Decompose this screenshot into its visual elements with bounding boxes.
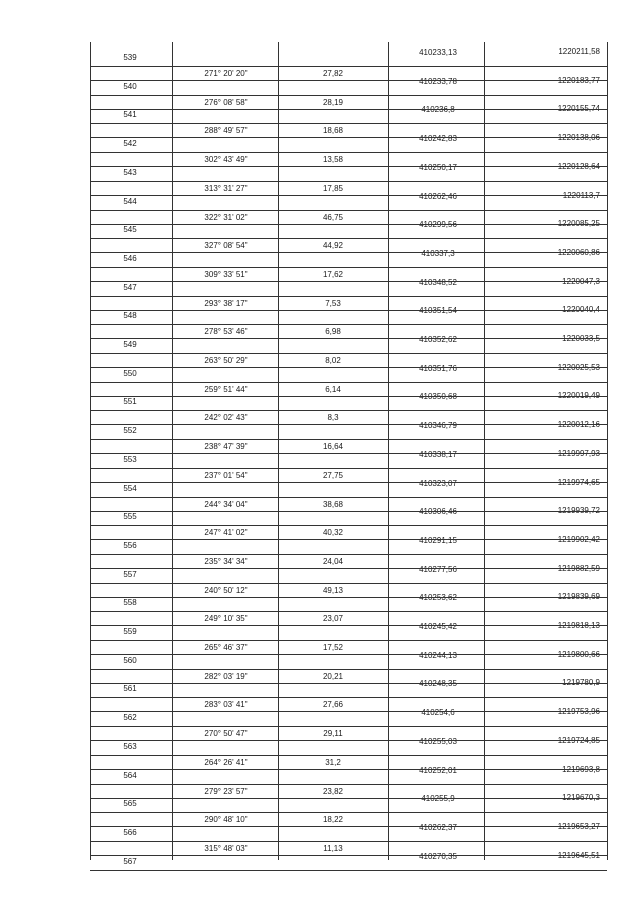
segment-length: 49,13: [322, 585, 344, 595]
coordinates-table: [90, 42, 608, 866]
x-coordinate: 410351,54: [419, 306, 457, 316]
row-rule: [90, 95, 607, 96]
x-coordinate: 410245,42: [419, 622, 457, 631]
point-number: 553: [123, 454, 137, 464]
y-coordinate: 1220211,58: [558, 47, 600, 56]
segment-length: 27,82: [322, 69, 344, 78]
segment-rule: [90, 224, 607, 225]
x-coordinate: 410242,83: [419, 134, 457, 144]
y-coordinate: 1219974,65: [557, 477, 600, 487]
x-coordinate: 410337,3: [421, 248, 455, 258]
segment-length: 11,13: [323, 843, 343, 853]
x-coordinate: 410306,46: [419, 507, 457, 517]
point-number: 564: [123, 770, 137, 780]
y-coordinate: 1219780,9: [562, 678, 600, 688]
segment-rule: [90, 109, 607, 110]
direction-angle: 279° 23' 57": [204, 786, 248, 796]
row-rule: [90, 210, 607, 211]
direction-angle: 264° 26' 41": [204, 757, 248, 767]
segment-length: 6,98: [325, 327, 341, 337]
segment-rule: [90, 511, 607, 512]
point-number: 561: [123, 684, 137, 694]
row-rule: [90, 181, 607, 182]
row-rule: [90, 640, 607, 641]
segment-rule: [90, 711, 607, 712]
y-coordinate: 1219800,66: [557, 649, 600, 659]
row-rule: [90, 66, 607, 67]
row-rule: [90, 870, 607, 871]
segment-length: 7,53: [325, 298, 341, 308]
x-coordinate: 410323,07: [419, 478, 457, 488]
direction-angle: 240° 50' 12": [204, 585, 248, 595]
x-coordinate: 410350,68: [419, 392, 457, 402]
point-number: 565: [123, 799, 137, 809]
row-rule: [90, 382, 607, 383]
direction-angle: 327° 08' 54": [204, 241, 248, 251]
direction-angle: 278° 53' 46": [204, 327, 248, 337]
row-rule: [90, 784, 607, 785]
x-coordinate: 410233,78: [419, 76, 457, 86]
point-number: 566: [123, 827, 137, 837]
y-coordinate: 1219670,3: [562, 793, 600, 803]
y-coordinate: 1219645,51: [557, 850, 600, 860]
y-coordinate: 1220060,86: [557, 247, 600, 257]
table-border-right: [607, 42, 608, 860]
y-coordinate: 1219693,8: [562, 764, 600, 774]
y-coordinate: 1219939,72: [557, 506, 600, 516]
segment-rule: [90, 137, 607, 138]
direction-angle: 288° 49' 57": [204, 126, 248, 136]
x-coordinate: 410248,35: [419, 679, 457, 689]
point-number: 548: [123, 311, 137, 321]
point-number: 554: [123, 483, 137, 493]
direction-angle: 309° 33' 51": [204, 269, 248, 279]
segment-length: 28,19: [322, 97, 344, 107]
point-number: 560: [123, 655, 137, 665]
direction-angle: 282° 03' 19": [204, 671, 248, 681]
y-coordinate: 1220047,3: [562, 276, 600, 286]
row-rule: [90, 439, 607, 440]
segment-length: 17,52: [322, 643, 344, 652]
y-coordinate: 1219839,69: [557, 592, 600, 602]
segment-rule: [90, 683, 607, 684]
segment-rule: [90, 424, 607, 425]
row-rule: [90, 812, 607, 813]
direction-angle: 242° 02' 43": [204, 413, 248, 423]
x-coordinate: 410291,15: [419, 535, 457, 545]
x-coordinate: 410236,8: [421, 105, 455, 115]
row-rule: [90, 324, 607, 325]
y-coordinate: 1220025,53: [557, 362, 600, 372]
direction-angle: 302° 43' 49": [204, 155, 248, 165]
segment-rule: [90, 482, 607, 483]
y-coordinate: 1219997,93: [557, 448, 600, 458]
segment-length: 27,75: [322, 470, 344, 480]
segment-rule: [90, 798, 607, 799]
segment-rule: [90, 597, 607, 598]
segment-rule: [90, 826, 607, 827]
y-coordinate: 1219902,42: [557, 534, 600, 544]
x-coordinate: 410299,56: [419, 220, 457, 230]
segment-length: 46,75: [322, 212, 344, 222]
segment-rule: [90, 539, 607, 540]
y-coordinate: 1220138,06: [557, 133, 600, 143]
row-rule: [90, 238, 607, 239]
segment-length: 17,62: [322, 269, 344, 279]
segment-length: 23,82: [322, 786, 344, 796]
row-rule: [90, 554, 607, 555]
y-coordinate: 1219653,27: [557, 821, 600, 831]
segment-length: 8,3: [327, 413, 339, 423]
direction-angle: 237° 01' 54": [204, 470, 248, 480]
point-number: 563: [123, 741, 137, 751]
direction-angle: 244° 34' 04": [204, 499, 248, 509]
segment-length: 6,14: [325, 384, 341, 394]
segment-rule: [90, 338, 607, 339]
segment-rule: [90, 396, 607, 397]
y-coordinate: 1220183,77: [557, 75, 600, 85]
y-coordinate: 1219753,96: [557, 707, 600, 717]
x-coordinate: 410255,9: [421, 794, 455, 804]
x-coordinate: 410352,62: [419, 335, 457, 344]
segment-length: 27,66: [322, 700, 344, 710]
row-rule: [90, 611, 607, 612]
x-coordinate: 410262,37: [419, 822, 457, 832]
x-coordinate: 410277,56: [419, 564, 457, 574]
segment-length: 23,07: [322, 614, 344, 624]
segment-rule: [90, 80, 607, 81]
point-number: 562: [123, 713, 137, 723]
y-coordinate: 1219818,13: [557, 621, 600, 630]
x-coordinate: 410250,17: [419, 162, 457, 172]
segment-length: 16,64: [322, 442, 344, 452]
direction-angle: 249° 10' 35": [204, 614, 248, 624]
direction-angle: 259° 51' 44": [204, 384, 248, 394]
segment-rule: [90, 855, 607, 856]
segment-rule: [90, 252, 607, 253]
x-coordinate: 410262,46: [419, 191, 457, 201]
y-coordinate: 1220128,64: [557, 161, 600, 171]
direction-angle: 271° 20' 20": [204, 69, 248, 78]
direction-angle: 322° 31' 02": [204, 212, 248, 222]
direction-angle: 235° 34' 34": [204, 556, 248, 566]
point-number: 557: [123, 569, 137, 579]
x-coordinate: 410270,35: [419, 851, 457, 861]
direction-angle: 313° 31' 27": [204, 183, 248, 193]
point-number: 540: [123, 81, 137, 91]
x-coordinate: 410338,17: [419, 449, 457, 459]
segment-length: 38,68: [322, 499, 344, 509]
point-number: 547: [123, 282, 137, 292]
y-coordinate: 1220033,5: [562, 334, 600, 343]
y-coordinate: 1219882,59: [557, 563, 600, 573]
point-number: 551: [123, 397, 137, 407]
point-number: 541: [123, 110, 137, 120]
point-number: 546: [123, 253, 137, 263]
segment-length: 29,11: [323, 729, 343, 739]
direction-angle: 293° 38' 17": [204, 298, 248, 308]
y-coordinate: 1219724,85: [557, 735, 600, 745]
x-coordinate: 410244,13: [419, 650, 457, 660]
x-coordinate: 410233,13: [419, 48, 457, 57]
direction-angle: 247° 41' 02": [204, 528, 248, 538]
segment-length: 20,21: [322, 671, 344, 681]
direction-angle: 238° 47' 39": [204, 442, 248, 452]
row-rule: [90, 525, 607, 526]
segment-length: 17,85: [322, 183, 344, 193]
segment-rule: [90, 568, 607, 569]
segment-rule: [90, 310, 607, 311]
row-rule: [90, 296, 607, 297]
y-coordinate: 1220012,16: [557, 420, 600, 430]
point-number: 559: [123, 627, 137, 636]
row-rule: [90, 497, 607, 498]
row-rule: [90, 669, 607, 670]
row-rule: [90, 841, 607, 842]
x-coordinate: 410351,76: [419, 363, 457, 373]
row-rule: [90, 583, 607, 584]
y-coordinate: 1220040,4: [562, 305, 600, 315]
segment-rule: [90, 769, 607, 770]
row-rule: [90, 755, 607, 756]
segment-rule: [90, 740, 607, 741]
x-coordinate: 410346,79: [419, 421, 457, 431]
segment-length: 18,68: [322, 126, 344, 136]
column-divider: [388, 42, 389, 860]
segment-rule: [90, 625, 607, 626]
row-rule: [90, 726, 607, 727]
direction-angle: 263° 50' 29": [204, 356, 248, 365]
direction-angle: 270° 50' 47": [204, 729, 248, 739]
direction-angle: 276° 08' 58": [204, 97, 248, 107]
row-rule: [90, 123, 607, 124]
point-number: 542: [123, 139, 137, 149]
row-rule: [90, 353, 607, 354]
point-number: 567: [123, 856, 137, 866]
segment-rule: [90, 195, 607, 196]
segment-rule: [90, 453, 607, 454]
point-number: 549: [123, 340, 137, 349]
y-coordinate: 1220155,74: [557, 104, 600, 114]
x-coordinate: 410254,6: [421, 708, 455, 718]
point-number: 552: [123, 426, 137, 436]
segment-length: 13,58: [322, 155, 344, 165]
row-rule: [90, 468, 607, 469]
direction-angle: 290° 48' 10": [204, 815, 248, 825]
x-coordinate: 410252,01: [419, 765, 457, 775]
x-coordinate: 410253,62: [419, 593, 457, 603]
segment-rule: [90, 281, 607, 282]
table-border-left: [90, 42, 91, 860]
direction-angle: 315° 48' 03": [204, 843, 248, 853]
point-number: 550: [123, 368, 137, 378]
row-rule: [90, 697, 607, 698]
column-divider: [172, 42, 173, 860]
row-rule: [90, 410, 607, 411]
segment-length: 8,02: [325, 356, 341, 365]
point-number: 545: [123, 225, 137, 235]
segment-length: 24,04: [322, 556, 344, 566]
y-coordinate: 1220113,7: [562, 190, 600, 200]
segment-length: 18,22: [322, 815, 344, 825]
row-rule: [90, 152, 607, 153]
x-coordinate: 410348,52: [419, 277, 457, 287]
y-coordinate: 1220019,49: [557, 391, 600, 401]
point-number: 543: [123, 167, 137, 177]
point-number: 556: [123, 540, 137, 550]
segment-rule: [90, 367, 607, 368]
row-rule: [90, 267, 607, 268]
direction-angle: 265° 46' 37": [204, 643, 248, 652]
y-coordinate: 1220085,25: [557, 219, 600, 229]
segment-length: 40,32: [322, 528, 344, 538]
segment-rule: [90, 166, 607, 167]
segment-length: 31,2: [325, 757, 341, 767]
segment-rule: [90, 654, 607, 655]
point-number: 539: [123, 53, 137, 62]
segment-length: 44,92: [322, 241, 344, 251]
direction-angle: 283° 03' 41": [204, 700, 248, 710]
point-number: 558: [123, 598, 137, 608]
point-number: 555: [123, 512, 137, 522]
point-number: 544: [123, 196, 137, 206]
x-coordinate: 410255,03: [419, 736, 457, 746]
